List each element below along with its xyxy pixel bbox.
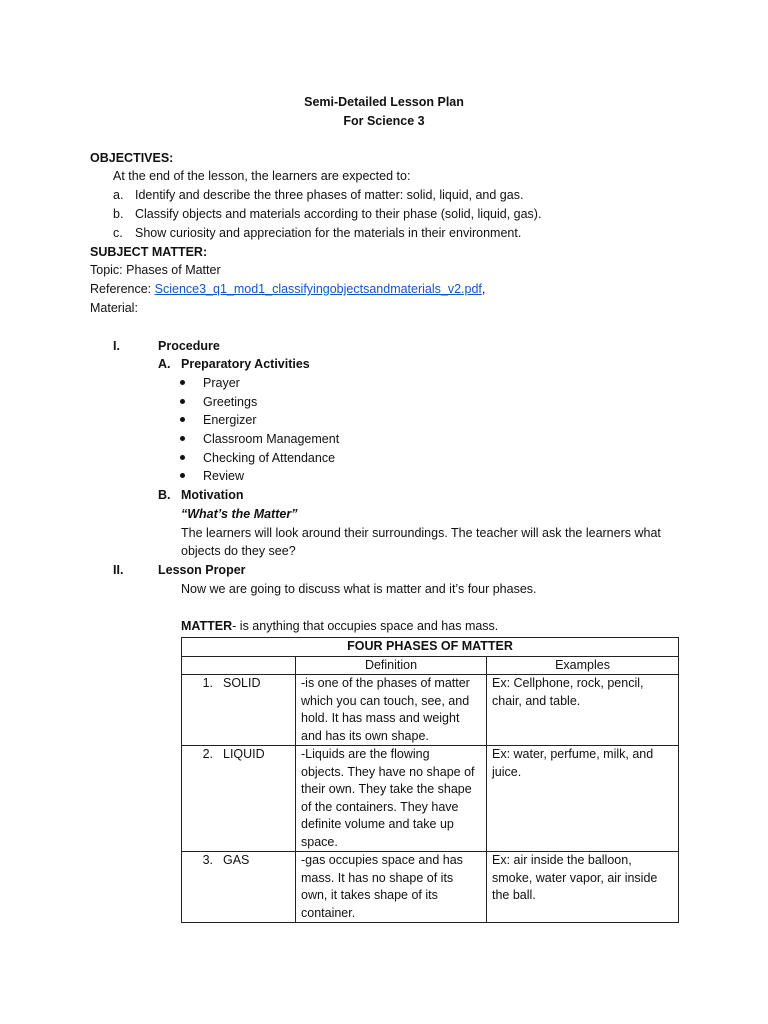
phase-name: GAS [223,853,250,867]
cell-line: which you can touch, see, and [301,693,470,708]
objective-item: Classify objects and materials according to their phase (solid, liquid, gas). [135,207,542,221]
table-title-row [182,638,679,657]
phase-name: SOLID [223,676,261,690]
topic-line: Topic: Phases of Matter [90,263,221,277]
cell-line: Ex: Cellphone, rock, pencil, [492,676,644,690]
bullet-icon [180,455,185,460]
cell-line: of the containers. They have [301,799,459,814]
bullet-icon [180,417,185,422]
cell-line: definite volume and take up [301,817,454,831]
objective-marker: a. [113,188,124,202]
phase-number: 2. [202,747,213,761]
objective-item: Show curiosity and appreciation for the materials in their environment. [135,226,522,240]
bullet-icon [180,399,185,404]
table-title: FOUR PHASES OF MATTER [182,638,679,657]
examples-cell [487,852,679,923]
bullet-icon [180,380,185,385]
definition-cell [296,675,487,746]
definition-cell [296,852,487,923]
cell-line: objects. They have no shape of [301,764,475,779]
activity-title: “What’s the Matter” [181,507,298,521]
lesson-proper-heading: Lesson Proper [158,563,246,577]
matter-term: MATTER [181,619,233,633]
table-row [182,746,679,852]
list-item: Checking of Attendance [203,451,336,465]
list-item: Classroom Management [203,432,340,446]
table-header-cell: Definition [296,656,487,675]
section-numeral: I. [113,339,120,353]
reference-line [90,280,485,298]
subject-matter-heading: SUBJECT MATTER: [90,245,208,259]
subsection-marker: B. [158,488,171,502]
matter-def-text: - is anything that occupies space and has mass. [232,619,499,633]
material-line: Material: [90,301,138,315]
bullet-icon [180,436,185,441]
preparatory-heading: Preparatory Activities [181,357,310,371]
table-header-cell: Examples [487,656,679,675]
cell-line: -Liquids are the flowing [301,747,430,761]
document-title: Semi-Detailed Lesson Plan [304,95,464,109]
cell-line: smoke, water vapor, air inside [492,870,658,885]
phases-table [181,637,679,923]
bullet-icon [180,473,185,478]
objectives-intro: At the end of the lesson, the learners are expected to: [113,169,411,183]
cell-line: -gas occupies space and has [301,853,463,867]
subsection-marker: A. [158,357,171,371]
cell-line: their own. They take the shape [301,782,472,796]
table-header-row [182,656,679,675]
definition-cell [296,746,487,852]
reference-link[interactable]: Science3_q1_mod1_classifyingobjectsandmaterials_v2.pdf [154,282,482,296]
document-subtitle: For Science 3 [343,114,425,128]
list-item: Review [203,469,244,483]
reference-comma: , [481,282,486,296]
motivation-heading: Motivation [181,488,244,502]
objective-item: Identify and describe the three phases of matter: solid, liquid, and gas. [135,188,524,202]
list-item: Prayer [203,376,240,390]
phase-number: 3. [202,853,213,867]
procedure-heading: Procedure [158,339,220,353]
cell-line: hold. It has mass and weight [301,711,460,725]
cell-line: mass. It has no shape of its [301,870,454,885]
table-row [182,852,679,923]
cell-line: Ex: air inside the balloon, [492,853,632,867]
reference-label: Reference: [90,282,155,296]
cell-line: chair, and table. [492,693,581,708]
phase-cell [182,746,296,852]
cell-line: juice. [492,764,522,779]
list-item: Greetings [203,395,258,409]
phase-name: LIQUID [223,747,265,761]
objectives-heading: OBJECTIVES: [90,151,174,165]
cell-line: the ball. [492,888,536,902]
motivation-description: objects do they see? [181,544,296,558]
cell-line: and has its own shape. [301,728,429,743]
matter-definition [181,617,498,635]
cell-line: -is one of the phases of matter [301,676,470,690]
objective-marker: b. [113,207,124,221]
list-item: Energizer [203,413,257,427]
phase-number: 1. [202,676,213,690]
cell-line: space. [301,834,338,849]
cell-line: container. [301,905,356,920]
section-numeral: II. [113,563,124,577]
motivation-description: The learners will look around their surroundings. The teacher will ask the learners what [181,526,661,540]
table-header-cell [182,656,296,675]
cell-line: own, it takes shape of its [301,888,438,902]
lesson-intro: Now we are going to discuss what is matter and it’s four phases. [181,582,537,596]
table-row [182,675,679,746]
objective-marker: c. [113,226,123,240]
phase-cell [182,852,296,923]
cell-line: Ex: water, perfume, milk, and [492,747,654,761]
examples-cell [487,675,679,746]
phase-cell [182,675,296,746]
examples-cell [487,746,679,852]
